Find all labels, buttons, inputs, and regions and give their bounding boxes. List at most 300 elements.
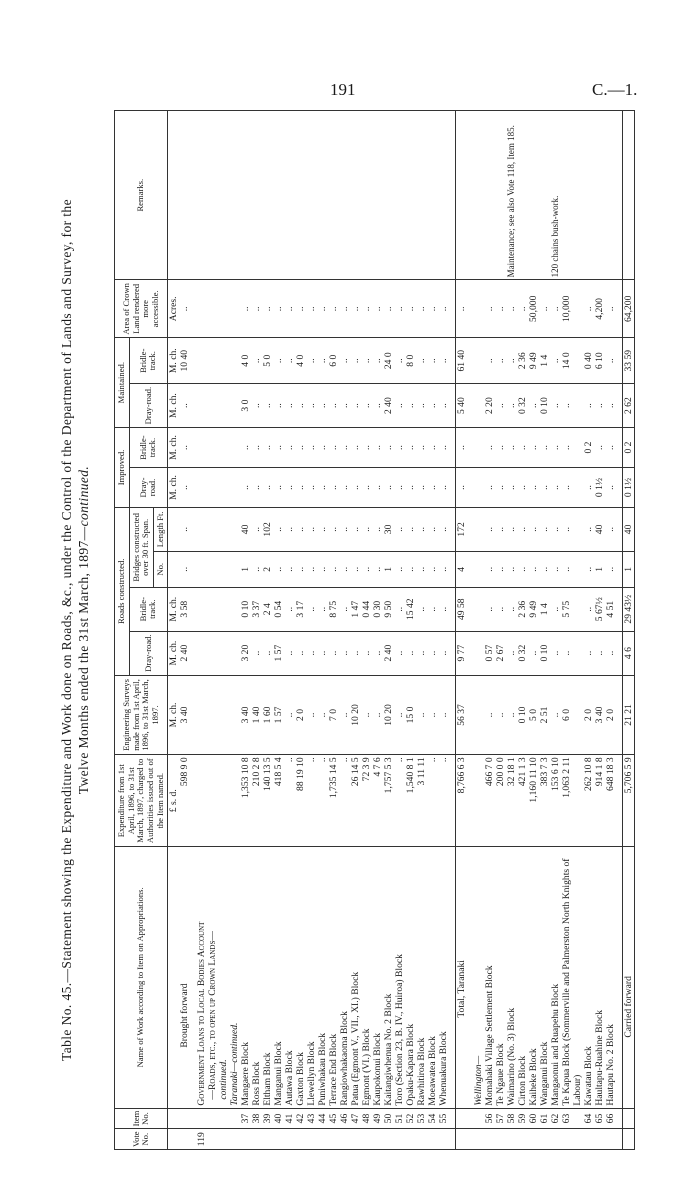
value-mdray: .. [405,384,416,428]
value-length: .. [539,507,550,551]
district-taranaki: Taranaki—continued. [229,847,240,1109]
table-row [350,111,361,1150]
table-body [168,111,635,1150]
work-name: Momahaki Village Settlement Block [484,847,495,1109]
value-bridle: .. [495,587,506,631]
value-bridle: 3 37 [251,587,262,631]
work-name: Gaxton Block [295,847,306,1109]
value-no: .. [273,551,284,587]
total-dray: 4 6 [623,631,635,675]
value-dray: .. [350,631,361,675]
value-dray: .. [306,631,317,675]
table-row [361,111,372,1150]
total-taranaki-row [456,111,468,1150]
value-exp: 140 13 5 [262,755,273,847]
total-no: 1 [623,551,635,587]
value-mbridle: .. [495,338,506,384]
value-area: .. [262,280,273,338]
total-ibridle: 0 2 [623,428,635,468]
value-no: .. [251,551,262,587]
value-idray: .. [539,468,550,508]
value-length: .. [317,507,328,551]
value-length: .. [528,507,539,551]
remarks [284,111,295,280]
value-ibridle: .. [295,428,306,468]
value-surv: .. [317,675,328,755]
table-row [317,111,328,1150]
value-area: .. [506,280,517,338]
empty-cell [473,468,484,508]
table-row [240,111,251,1150]
value-area: .. [317,280,328,338]
value-exp: 3 11 11 [416,755,427,847]
work-name: Te Kapua Block (Sommerville and Palmerston North Knights of Labour) [561,847,583,1109]
value-bridle: 9 49 [528,587,539,631]
value-surv: .. [339,675,350,755]
table-title [58,110,92,1150]
value-mbridle: .. [438,338,449,384]
value-ibridle: .. [550,428,561,468]
bf-length: .. [179,507,190,551]
vote-cell [372,1129,383,1150]
remarks [561,111,583,280]
vote-cell [427,1129,438,1150]
value-idray: .. [506,468,517,508]
total-mdray: 5 40 [456,384,468,428]
bf-no: .. [179,551,190,587]
value-idray: .. [306,468,317,508]
value-exp: 1,063 2 11 [561,755,583,847]
remarks [484,111,495,280]
remarks [583,111,594,280]
empty-cell [473,428,484,468]
value-length: .. [495,507,506,551]
item-number: 55 [438,1108,449,1129]
empty-cell [473,384,484,428]
value-idray: .. [517,468,528,508]
value-bridle: .. [339,587,350,631]
item-number: 58 [506,1108,517,1129]
value-idray: .. [284,468,295,508]
value-idray: .. [273,468,284,508]
value-exp: 914 1 8 [594,755,605,847]
table-head [115,111,168,1150]
value-dray: 0 57 [484,631,495,675]
value-dray: .. [405,631,416,675]
value-surv: 3 40 [240,675,251,755]
value-length: 40 [240,507,251,551]
table-row [284,111,295,1150]
value-idray: .. [240,468,251,508]
remarks [361,111,372,280]
value-ibridle: .. [350,428,361,468]
total-no: 4 [456,551,468,587]
value-mbridle: .. [550,338,561,384]
value-length: .. [284,507,295,551]
value-area: .. [251,280,262,338]
value-exp: .. [317,755,328,847]
empty-cell [473,111,484,280]
remarks [262,111,273,280]
value-length: .. [438,507,449,551]
bf-surv: 3 40 [179,675,190,755]
value-ibridle: .. [262,428,273,468]
value-mdray: .. [273,384,284,428]
value-mdray: 0 10 [539,384,550,428]
value-area: 4,200 [594,280,605,338]
bf-dray: 2 40 [179,631,190,675]
unit-ibridle: M. ch. [168,428,180,468]
col-improved: Improved. [115,428,130,508]
value-ibridle: .. [416,428,427,468]
value-idray: .. [328,468,339,508]
value-length: .. [372,507,383,551]
value-length: .. [251,507,262,551]
table-row [561,111,583,1150]
value-length: .. [306,507,317,551]
unit-mbridle: M. ch. [168,338,180,384]
vote-cell [416,1129,427,1150]
work-name: Eltham Block [262,847,273,1109]
value-length: .. [273,507,284,551]
value-area: .. [284,280,295,338]
col-roads-constructed: Roads constructed. [115,507,130,675]
value-no: .. [438,551,449,587]
work-name: Kawatau Block [583,847,594,1109]
total-area: .. [456,280,468,338]
table-row [594,111,605,1150]
remarks: Maintenance; see also Vote 118, Item 185. [506,111,517,280]
value-length: .. [339,507,350,551]
work-name: Manganui Block [273,847,284,1109]
vote-cell [273,1129,284,1150]
remarks [517,111,528,280]
value-mdray: .. [528,384,539,428]
value-bridle: 2 36 [517,587,528,631]
value-ibridle: .. [517,428,528,468]
value-mbridle: .. [284,338,295,384]
value-idray: .. [561,468,583,508]
value-mdray: .. [594,384,605,428]
bf-mdray: .. [179,384,190,428]
item-number: 47 [350,1108,361,1129]
value-bridle: .. [438,587,449,631]
table-row [495,111,506,1150]
total-mbridle: 61 40 [456,338,468,384]
item-number: 45 [328,1108,339,1129]
vote-cell [295,1129,306,1150]
value-surv: .. [306,675,317,755]
value-bridle: 3 17 [295,587,306,631]
title-continued: continued. [76,465,91,527]
table-row [438,111,449,1150]
value-area: .. [240,280,251,338]
bf-ibridle: .. [179,428,190,468]
total-mdray: 2 62 [623,384,635,428]
value-ibridle: .. [372,428,383,468]
item-number: 42 [295,1108,306,1129]
value-mbridle: .. [350,338,361,384]
value-exp: 466 7 0 [484,755,495,847]
value-mbridle: .. [394,338,405,384]
vote-cell [495,1129,506,1150]
table-row [484,111,495,1150]
value-mdray: .. [328,384,339,428]
value-ibridle: .. [405,428,416,468]
remarks [383,111,394,280]
value-dray: 0 10 [539,631,550,675]
value-surv: 2 0 [605,675,616,755]
col-maintained-bridle: Bridle-track. [129,338,168,384]
total-bridle: 29 43½ [623,587,635,631]
title-line-2 [75,110,92,1150]
unit-area: Acres. [168,280,180,338]
item-number: 60 [528,1108,539,1129]
vote-cell [550,1129,561,1150]
value-dray: 0 32 [517,631,528,675]
value-no: 1 [594,551,605,587]
vote-cell [394,1129,405,1150]
value-exp: .. [394,755,405,847]
vote-cell [438,1129,449,1150]
value-no: .. [506,551,517,587]
work-name: Ross Block [251,847,262,1109]
table-row [405,111,416,1150]
value-mbridle: .. [427,338,438,384]
col-bridle-track: Bridle-track. [129,587,168,631]
value-exp: 383 7 3 [539,755,550,847]
value-length: .. [484,507,495,551]
table-row [273,111,284,1150]
item-number: 44 [317,1108,328,1129]
vote-cell [605,1129,616,1150]
value-surv: 6 0 [561,675,583,755]
value-area: .. [350,280,361,338]
value-bridle: 2 4 [262,587,273,631]
value-bridle: 5 75 [561,587,583,631]
value-mdray: 2 40 [383,384,394,428]
total-dray: 9 77 [456,631,468,675]
value-ibridle: .. [328,428,339,468]
value-idray: .. [484,468,495,508]
value-no: .. [317,551,328,587]
value-area: .. [605,280,616,338]
item-number: 53 [416,1108,427,1129]
remarks [594,111,605,280]
total-surv: 21 21 [623,675,635,755]
bf-bridle: 3 58 [179,587,190,631]
work-name: Kaitangiwhenua No. 2 Block [383,847,394,1109]
section-line-1: Government Loans to Local Bodies Account [196,847,207,1109]
value-surv: .. [372,675,383,755]
value-surv: .. [506,675,517,755]
empty-cell [473,631,484,675]
value-mbridle: .. [273,338,284,384]
value-mbridle: 6 0 [328,338,339,384]
value-mdray: 2 20 [484,384,495,428]
value-mbridle: .. [506,338,517,384]
col-improved-bridle: Bridle-track. [129,428,168,468]
value-exp: 4 7 6 [372,755,383,847]
table-row [550,111,561,1150]
total-taranaki-label: Total, Taranaki [456,847,468,1109]
value-bridle: 1 47 [350,587,361,631]
empty-cell [473,587,484,631]
table-row [383,111,394,1150]
item-number: 66 [605,1108,616,1129]
value-no: .. [528,551,539,587]
unit-mdray: M. ch. [168,384,180,428]
work-name: Terrace End Block [328,847,339,1109]
col-improved-dray: Dray-road. [129,468,168,508]
district-heading-row [229,111,240,1150]
total-idray: .. [456,468,468,508]
value-mdray: .. [495,384,506,428]
total-area: 64,200 [623,280,635,338]
value-mbridle: .. [339,338,350,384]
value-mbridle: 0 40 [583,338,594,384]
value-no: .. [306,551,317,587]
value-mdray: .. [251,384,262,428]
empty-cell [473,675,484,755]
bf-area: .. [179,280,190,338]
section-heading-row [196,111,207,1150]
table-row [328,111,339,1150]
value-mdray: .. [506,384,517,428]
value-area: .. [383,280,394,338]
value-dray: 1 57 [273,631,284,675]
value-bridle: .. [394,587,405,631]
vote-cell [623,1129,635,1150]
value-surv: 15 0 [405,675,416,755]
work-name: Puniwhakau Block [317,847,328,1109]
value-no: .. [328,551,339,587]
value-exp: 72 3 9 [361,755,372,847]
item-number: 56 [484,1108,495,1129]
work-name: Mangaonui and Ruapehu Block [550,847,561,1109]
page-header [0,80,700,104]
value-area: .. [361,280,372,338]
value-surv: 2 0 [295,675,306,755]
value-length: .. [583,507,594,551]
value-no: .. [339,551,350,587]
item-number: 61 [539,1108,550,1129]
value-mdray: 0 32 [517,384,528,428]
value-mdray: .. [372,384,383,428]
bf-exp: 598 9 0 [179,755,190,847]
work-name: Toro (Section 23, B. IV., Huiroa) Block [394,847,405,1109]
remarks: 120 chains bush-work. [550,111,561,280]
value-length: 40 [594,507,605,551]
value-idray: 0 1½ [594,468,605,508]
work-name: Whenuakura Block [438,847,449,1109]
value-area: .. [416,280,427,338]
item-number: 59 [517,1108,528,1129]
value-no: .. [539,551,550,587]
vote-cell [284,1129,295,1150]
value-exp: 648 18 3 [605,755,616,847]
value-bridle: .. [550,587,561,631]
empty-cell [473,280,484,338]
value-ibridle: .. [438,428,449,468]
value-length: .. [506,507,517,551]
value-mdray: .. [605,384,616,428]
remarks [372,111,383,280]
total-bridle: 49 58 [456,587,468,631]
item-number: 37 [240,1108,251,1129]
value-idray: .. [372,468,383,508]
value-no: .. [484,551,495,587]
value-idray: .. [550,468,561,508]
remarks [456,111,468,280]
value-area: .. [539,280,550,338]
value-length: .. [550,507,561,551]
value-exp: 88 19 10 [295,755,306,847]
col-bridges-length: Length Ft. [153,507,168,551]
vote-cell [405,1129,416,1150]
value-length: .. [361,507,372,551]
item-number: 51 [394,1108,405,1129]
item-number: 65 [594,1108,605,1129]
total-exp: 5,706 5 9 [623,755,635,847]
vote-cell [517,1129,528,1150]
value-dray: .. [427,631,438,675]
value-exp: 200 0 0 [495,755,506,847]
value-length: .. [561,507,583,551]
remarks [251,111,262,280]
item-number: 38 [251,1108,262,1129]
work-name: Cirton Block [517,847,528,1109]
value-dray: .. [372,631,383,675]
value-bridle: 0 54 [273,587,284,631]
value-ibridle: .. [383,428,394,468]
col-bridges: Bridges constructed over 30 ft. Span. [129,507,153,587]
value-area: .. [495,280,506,338]
value-mbridle: 2 36 [517,338,528,384]
vote-cell [456,1129,468,1150]
value-mdray: .. [339,384,350,428]
value-mbridle: .. [317,338,328,384]
work-name: Moeawatea Block [427,847,438,1109]
remarks [240,111,251,280]
value-mdray: 3 0 [240,384,251,428]
value-mdray: .. [438,384,449,428]
table-row [394,111,405,1150]
value-no: .. [495,551,506,587]
remarks [350,111,361,280]
value-exp: .. [306,755,317,847]
value-dray: .. [605,631,616,675]
vote-cell [251,1129,262,1150]
value-idray: .. [251,468,262,508]
value-no: .. [350,551,361,587]
district-wellington: Wellington— [473,847,484,1109]
table-row [251,111,262,1150]
value-mbridle: 4 0 [240,338,251,384]
work-name: Egmont (VI.) Block [361,847,372,1109]
col-item: Item No. [115,1108,168,1129]
value-mbridle: .. [306,338,317,384]
value-no: .. [550,551,561,587]
vote-cell [528,1129,539,1150]
value-surv: 10 20 [383,675,394,755]
empty-cell [473,507,484,551]
col-name: Name of Work according to Item on Appropriations. [115,847,168,1109]
remarks [528,111,539,280]
value-idray: .. [339,468,350,508]
value-ibridle: .. [317,428,328,468]
vote-cell [328,1129,339,1150]
